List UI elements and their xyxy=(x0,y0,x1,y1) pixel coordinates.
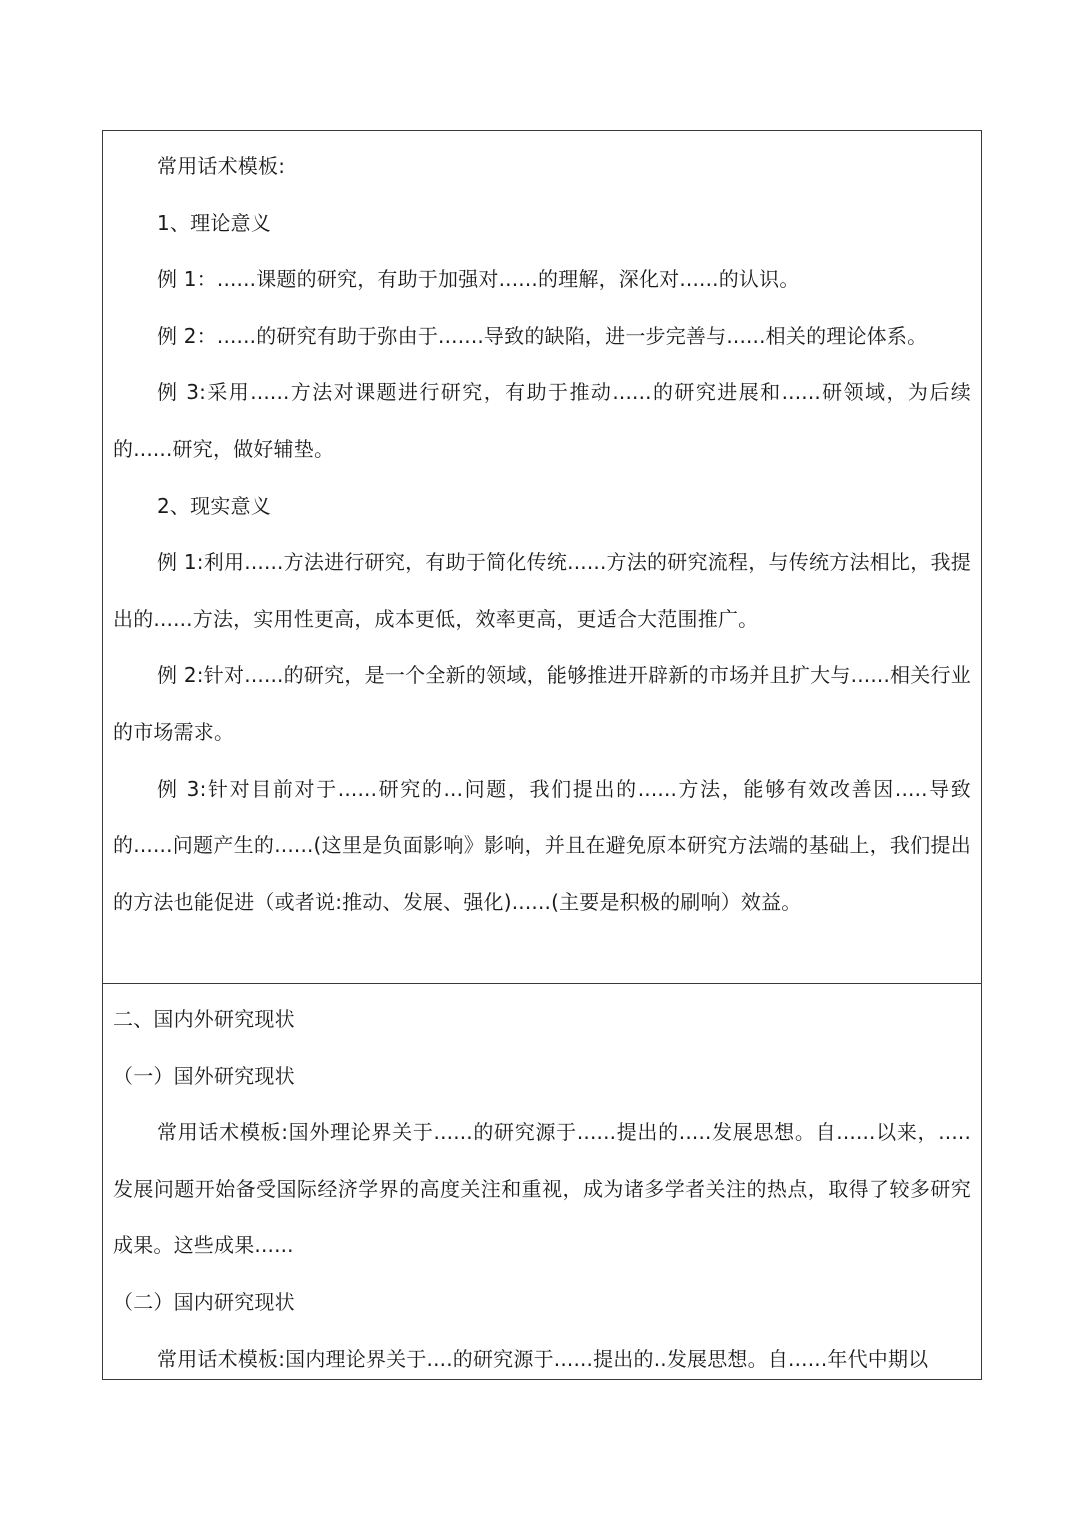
practical-example-2: 例 2:针对......的研究，是一个全新的领域，能够推进开辟新的市场并且扩大与......相关行业的市场需求。 xyxy=(113,663,971,744)
theory-heading: 1、理论意义 xyxy=(157,210,271,235)
proposal-table xyxy=(102,130,982,1380)
theory-example-2: 例 2：......的研究有助于弥由于.......导致的缺陷，进一步完善与......相关的理论体系。 xyxy=(157,323,928,348)
research-status-cell xyxy=(103,983,981,1379)
domestic-status-heading: （二）国内研究现状 xyxy=(113,1289,295,1314)
foreign-status-text: 常用话术模板:国外理论界关于......的研究源于......提出的.....发展思想。自......以来，.....发展问题开始备受国际经济学界的高度关注和重视，成为诸多学者关注的热点，取得了较多研究成果。这些成果...... xyxy=(113,1120,971,1258)
theory-example-3: 例 3:采用......方法对课题进行研究，有助于推动......的研究进展和......研领域，为后续的......研究，做好辅垫。 xyxy=(113,380,971,461)
practical-example-3: 例 3:针对目前对于......研究的...问题，我们提出的......方法，能够有效改善因.....导致的......问题产生的......(这里是负面影响》影响，并且在避免原本研究方法端的基础上，我们提出的方法也能促进（或者说:推动、发展、强化)......(主要是积极的刷响）效益。 xyxy=(113,776,971,914)
foreign-status-heading: （一）国外研究现状 xyxy=(113,1063,295,1088)
practical-example-1: 例 1:利用......方法进行研究，有助于简化传统......方法的研究流程，与传统方法相比，我提出的......方法，实用性更高，成本更低，效率更高，更适合大范围推广。 xyxy=(113,550,971,631)
practical-heading: 2、现实意义 xyxy=(157,493,271,518)
significance-cell xyxy=(103,131,981,983)
domestic-status-text: 常用话术模板:国内理论界关于....的研究源于......提出的..发展思想。自......年代中期以 xyxy=(157,1346,929,1371)
template-title: 常用话术模板: xyxy=(157,154,286,178)
research-status-heading: 二、国内外研究现状 xyxy=(113,1007,295,1031)
theory-example-1: 例 1：......课题的研究，有助于加强对......的理解，深化对......的认识。 xyxy=(157,267,800,292)
